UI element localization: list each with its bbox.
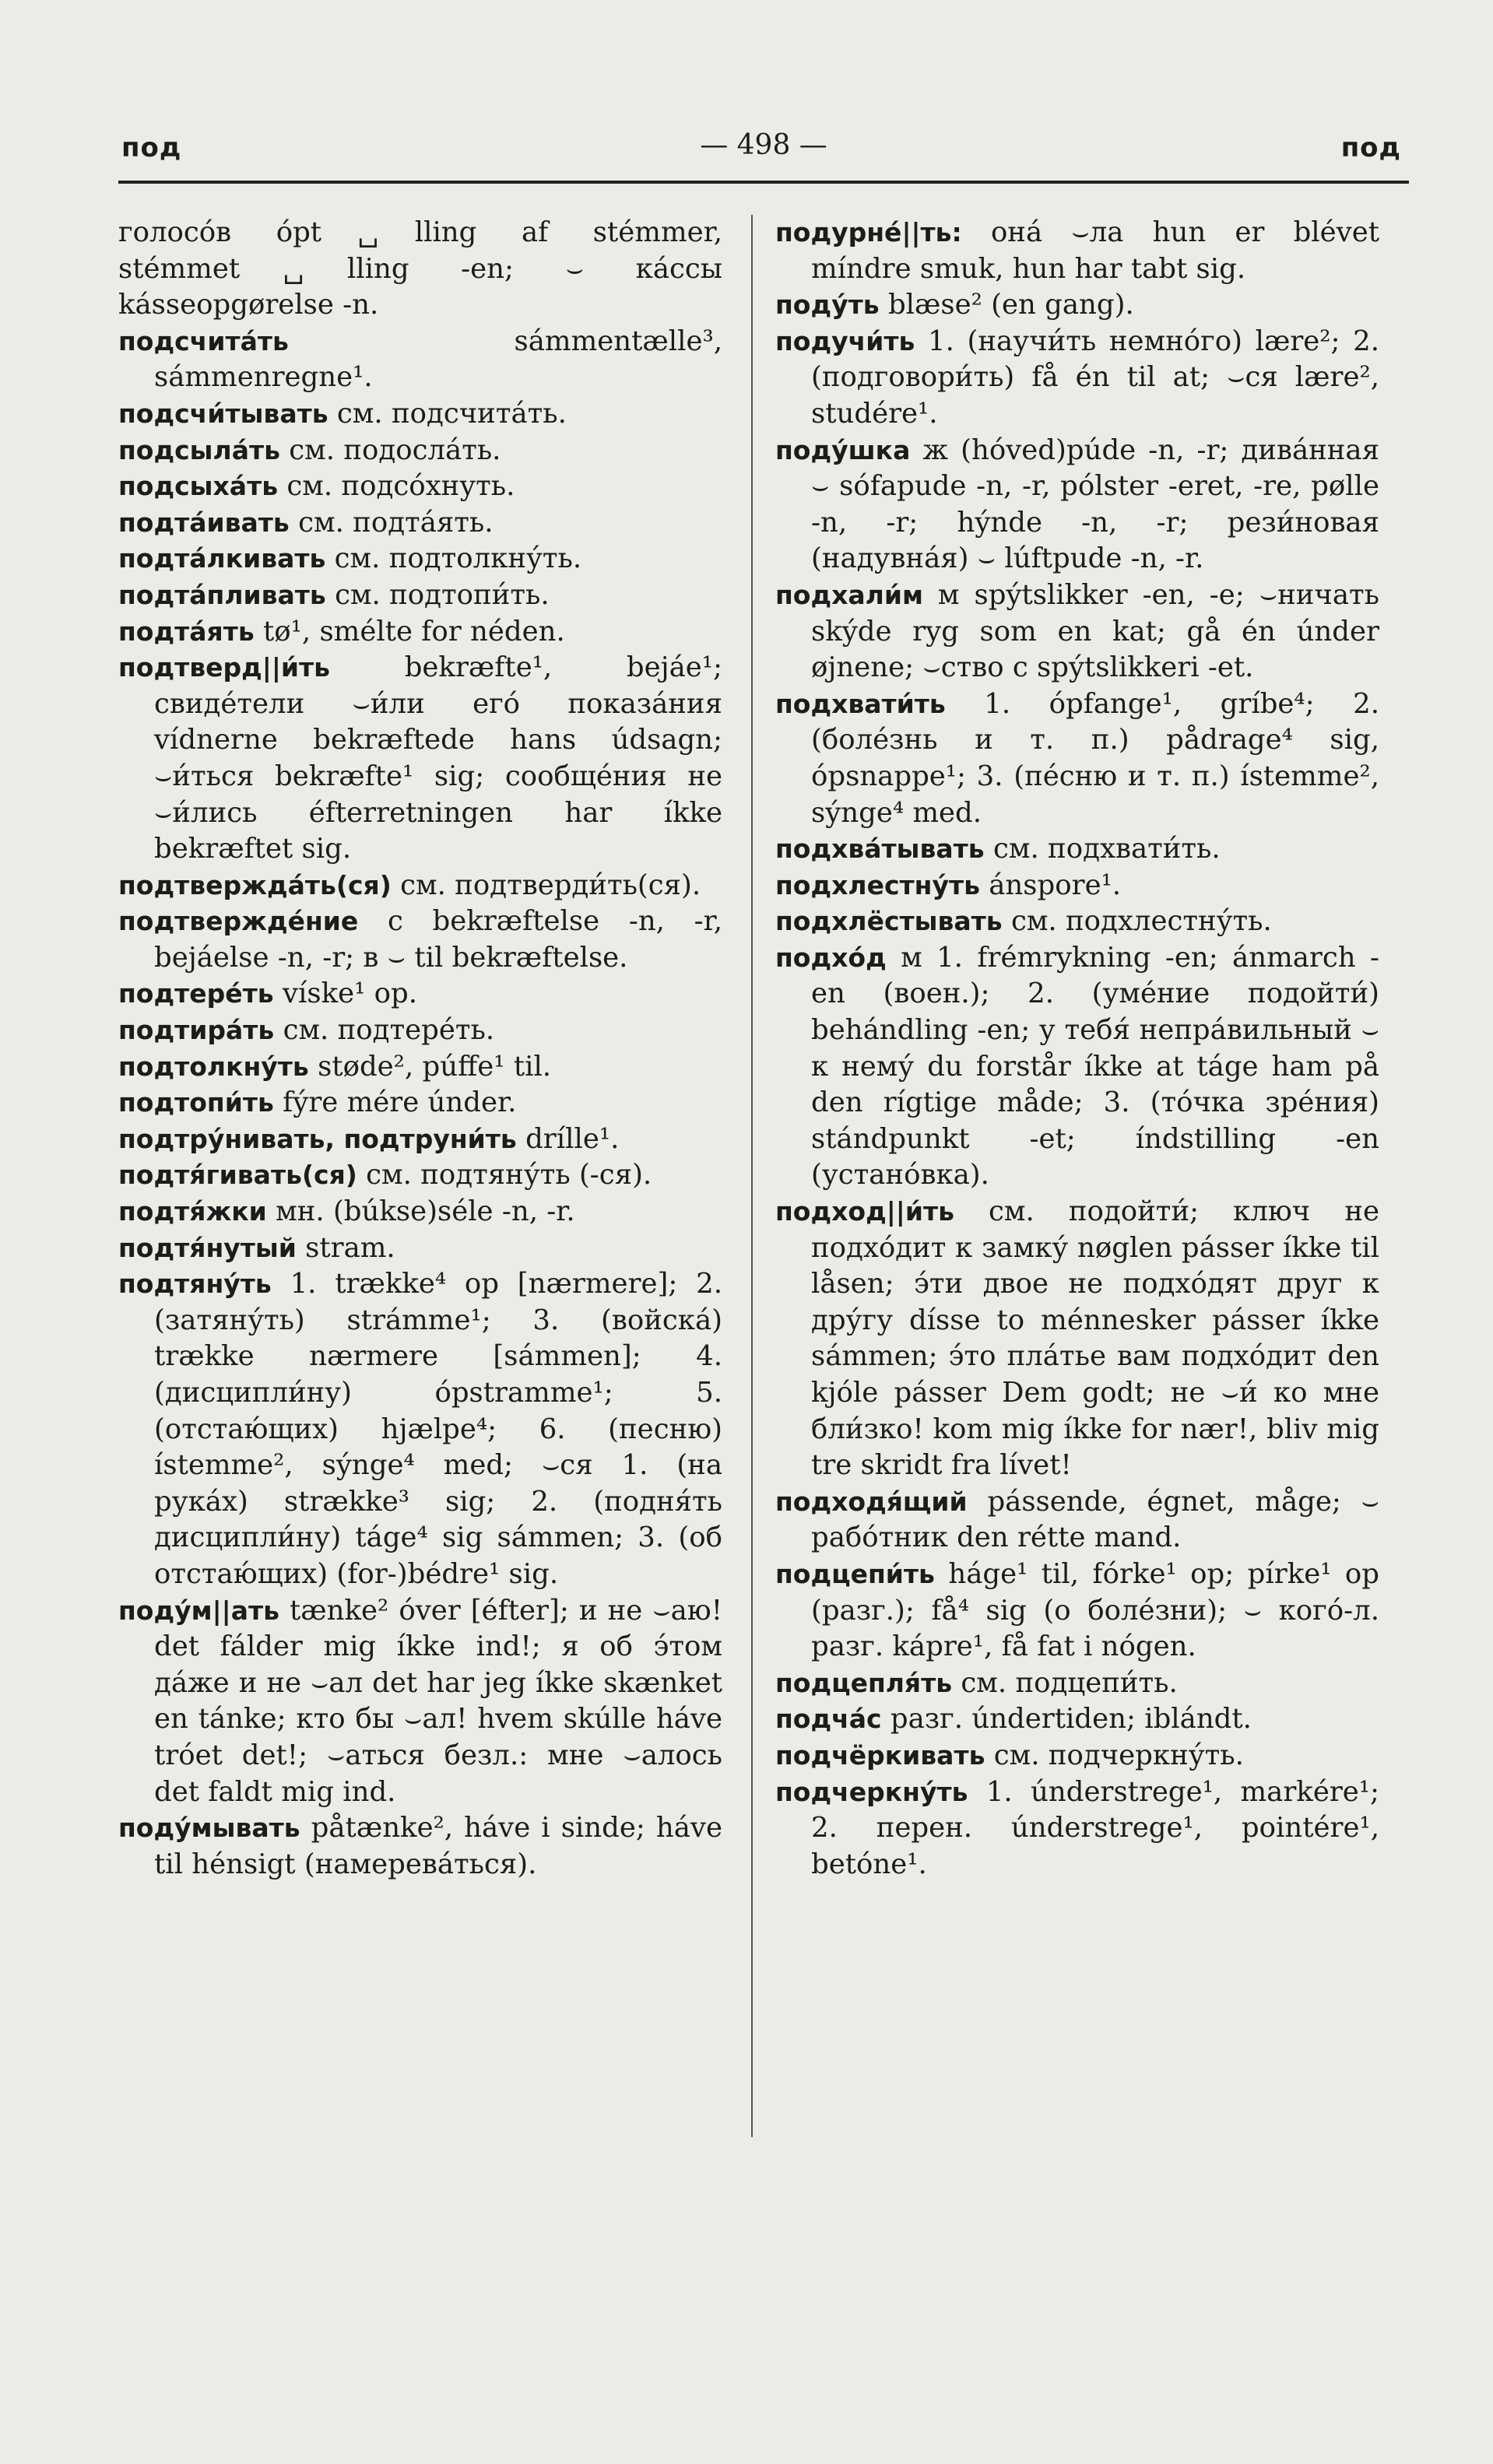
entry-definition: м spýtslikker -en, -e; ⌣ничать skýde ryg som en kat; gå én únder øjnene; ⌣ство с spýtslikkeri -et.: [811, 578, 1379, 684]
entry-headword: подсыла́ть: [118, 434, 280, 465]
header-rule: [118, 181, 1409, 184]
dictionary-entry: [118, 976, 722, 1013]
dictionary-entry: [118, 1013, 722, 1049]
dictionary-entry: [118, 1121, 722, 1158]
entry-headword: подчёркивать: [775, 1739, 985, 1771]
entry-headword: подтопи́ть: [118, 1087, 274, 1118]
entry-definition: она́ ⌣ла hun er blévet míndre smuk, hun har tabt sig.: [811, 216, 1379, 285]
columns: [118, 215, 1409, 1883]
entry-definition: см. подта́ять.: [298, 506, 494, 539]
dictionary-entry: [775, 868, 1379, 904]
dictionary-entry: [118, 577, 722, 614]
dictionary-entry: [118, 614, 722, 651]
entry-headword: подтя́нутый: [118, 1232, 297, 1263]
dictionary-entry: [775, 831, 1379, 868]
running-head-left: под: [121, 132, 182, 163]
right-column: [775, 215, 1379, 1883]
dictionary-entry: [118, 433, 722, 469]
entry-headword: подцепи́ть: [775, 1558, 935, 1589]
entry-definition: см. подцепи́ть.: [961, 1666, 1178, 1699]
entry-definition: 1. trække⁴ op [nærmere]; 2. (затяну́ть) strámme¹; 3. (войска́) trække nærmere [sámmen]; 4. (дисципли́ну) ópstramme¹; 5. (отстаю́щих) hjælpe⁴; 6. (песню) ístemme², sýnge⁴ med; ⌣ся 1. (на рука́х) strække³ sig; 2. (подня́ть дисципли́ну) táge⁴ sig sámmen; 3. (об отстаю́щих) (for-)bédre¹ sig.: [154, 1268, 722, 1590]
dictionary-entry: [775, 577, 1379, 686]
entry-definition: 1. ópfange¹, gríbe⁴; 2. (боле́знь и т. п.) pådrage⁴ sig, ópsnappe¹; 3. (пе́сню и т. п.) ístemme², sýnge⁴ med.: [811, 687, 1379, 829]
entry-definition: см. подхлестну́ть.: [1010, 905, 1272, 938]
dictionary-entry: [118, 1157, 722, 1194]
dictionary-entry: [118, 868, 722, 904]
dictionary-entry: [775, 287, 1379, 324]
entry-headword: подхлёстывать: [775, 906, 1003, 937]
entry-definition: мн. (búkse)séle -n, -r.: [276, 1195, 575, 1228]
entry-definition: см. подтопи́ть.: [335, 578, 550, 611]
entry-headword: подтверд||и́ть: [118, 652, 331, 683]
entry-definition: см. подтолкну́ть.: [334, 542, 582, 575]
entry-headword: поду́м||ать: [118, 1595, 279, 1626]
entry-headword: подхва́тывать: [775, 834, 985, 865]
entry-definition: tænke² óver [éfter]; и не ⌣аю! det fálder mig íkke ind!; я об э́том да́же и не ⌣ал det har jeg íkke skænket en tánke; кто бы ⌣ал! hvem skúlle háve tróet det!; ⌣аться безл.: мне ⌣алось det faldt mig ind.: [154, 1594, 722, 1808]
dictionary-entry: [775, 940, 1379, 1194]
entry-headword: поду́шка: [775, 434, 911, 465]
entry-headword: поду́мывать: [118, 1813, 300, 1844]
page-number: — 498 —: [700, 129, 827, 161]
entry-definition: см. подсо́хнуть.: [286, 470, 515, 503]
entry-definition: blæse² (en gang).: [887, 289, 1134, 321]
dictionary-entry: [118, 541, 722, 577]
entry-definition: stram.: [305, 1231, 395, 1264]
entry-definition: dríllе¹.: [525, 1122, 620, 1155]
entry-definition: ж (hóved)púde -n, -r; дива́нная ⌣ sófapude -n, -r, pólster -eret, -re, pølle -n, -r; hýnde -n, -r; рези́новая (надувна́я) ⌣ lúftpude -n, -r.: [811, 433, 1379, 575]
entry-definition: с bekræftelse -n, -r, bejáelse -n, -r; в ⌣ til bekræftelse.: [154, 905, 722, 974]
entry-definition: см. подчеркну́ть.: [993, 1739, 1244, 1771]
entry-headword: подтя́жки: [118, 1196, 267, 1227]
entry-headword: подча́с: [775, 1704, 882, 1735]
dictionary-entry: [118, 1810, 722, 1883]
dictionary-entry: [118, 1085, 722, 1121]
dictionary-entry: [775, 433, 1379, 577]
dictionary-entry: [775, 1738, 1379, 1774]
dictionary-entry: [118, 1266, 722, 1592]
dictionary-entry: [118, 1194, 722, 1230]
dictionary-entry: [775, 324, 1379, 433]
entry-definition: см. подхвати́ть.: [992, 833, 1221, 865]
entry-headword: подхвати́ть: [775, 688, 946, 719]
entry-definition: sámmentælle³, sámmenregne¹.: [154, 325, 722, 394]
dictionary-entry: [118, 650, 722, 868]
entry-headword: подтя́гивать(ся): [118, 1160, 357, 1191]
entry-headword: подтвержда́ть(ся): [118, 869, 392, 900]
dictionary-entry: [775, 1557, 1379, 1665]
entry-headword: подтяну́ть: [118, 1269, 272, 1300]
entry-headword: подта́ивать: [118, 507, 290, 538]
entry-headword: подсчи́тывать: [118, 398, 328, 429]
entry-headword: поду́ть: [775, 290, 880, 321]
entry-headword: подурне́||ть:: [775, 217, 962, 247]
entry-headword: подхо́д: [775, 942, 887, 973]
entry-headword: подтвержде́ние: [118, 906, 359, 937]
entry-definition: bekræfte¹, bejáe¹; свиде́тели ⌣и́ли его́ показа́ния vídnerne bekræftede hans údsagn; ⌣и́ться bekræfte¹ sig; сообще́ния не ⌣и́лись éfterretningen har íkke bekræftet sig.: [154, 651, 722, 865]
entry-definition: см. подтяну́ть (-ся).: [366, 1159, 652, 1192]
entry-definition: см. подойти́; ключ не подхо́дит к замку́ nøglen pásser íkke til låsen; э́ти двое не подхо́дят друг к дру́гу dísse to ménnesker pásser íkke sámmen; э́то пла́тье вам подхо́дит den kjóle pásser Dem godt; не ⌣и́ ко мне бли́зко! kom mig íkke for nær!, bliv mig tre skridt fra lívet!: [811, 1195, 1379, 1482]
dictionary-entry: [775, 1484, 1379, 1557]
dictionary-entry: [118, 1049, 722, 1086]
entry-headword: подцепля́ть: [775, 1667, 953, 1698]
entry-headword: подтира́ть: [118, 1015, 275, 1046]
entry-headword: подта́ять: [118, 616, 255, 647]
entry-headword: подчеркну́ть: [775, 1776, 968, 1807]
dictionary-entry: [118, 505, 722, 542]
entry-headword: подтолкну́ть: [118, 1051, 309, 1082]
entry-definition: støde², púffe¹ til.: [318, 1050, 552, 1083]
entry-definition: víske¹ op.: [282, 978, 417, 1010]
entry-definition: ánspore¹.: [989, 869, 1122, 901]
entry-headword: подта́пливать: [118, 579, 326, 610]
dictionary-entry: [118, 324, 722, 396]
dictionary-entry: [775, 904, 1379, 940]
entry-definition: pássende, égnet, måge; ⌣ рабо́тник den rétte mand.: [811, 1485, 1379, 1554]
entry-headword: подта́лкивать: [118, 543, 326, 574]
entry-definition: голосо́в ópt␣lling af stémmer, stémmet␣lling -en; ⌣ ка́ссы kásseopgørelse -n.: [118, 216, 722, 321]
entry-headword: подхлестну́ть: [775, 869, 980, 900]
dictionary-entry: [118, 469, 722, 505]
dictionary-entry: [775, 215, 1379, 287]
entry-headword: подходя́щий: [775, 1486, 968, 1517]
dictionary-entry: [118, 904, 722, 976]
entry-definition: 1. (научи́ть немно́го) lære²; 2. (подговори́ть) få én til at; ⌣ся lære², studére¹.: [811, 325, 1379, 430]
entry-definition: påtænke², háve i sinde; háve til hénsigt (намерева́ться).: [154, 1812, 722, 1880]
entry-definition: tø¹, smélte for néden.: [263, 615, 565, 648]
dictionary-entry: [118, 396, 722, 433]
entry-headword: подсчита́ть: [118, 325, 289, 356]
entry-headword: подучи́ть: [775, 325, 915, 356]
entry-definition: разг. úndertiden; iblándt.: [890, 1703, 1252, 1736]
entry-headword: подсыха́ть: [118, 471, 279, 502]
dictionary-entry: [775, 1665, 1379, 1702]
running-head-right: под: [1340, 132, 1401, 163]
entry-definition: см. подсчита́ть.: [336, 397, 567, 430]
entry-definition: háge¹ til, fórke¹ op; pírke¹ op (разг.); få⁴ sig (о боле́зни); ⌣ кого́-л. разг. kápre¹, få fat i nógen.: [811, 1557, 1379, 1663]
entry-headword: подход||и́ть: [775, 1196, 954, 1227]
entry-definition: м 1. frémrykning -en; ánmarch -en (воен.); 2. (уме́ние подойти́) behándling -en; у тебя́ непра́вильный ⌣ к нему́ du forstår íkke at táge ham på den rígtige måde; 3. (то́чка зре́ния) stándpunkt -et; índstilling -en (устано́вка).: [811, 941, 1379, 1192]
entry-definition: 1. únderstrege¹, markére¹; 2. перен. únderstrege¹, pointére¹, betóne¹.: [811, 1775, 1379, 1880]
dictionary-entry: [118, 215, 722, 324]
dictionary-entry: [118, 1593, 722, 1811]
left-column: [118, 215, 722, 1883]
dictionary-entry: [118, 1230, 722, 1267]
entry-definition: см. подосла́ть.: [289, 433, 501, 466]
column-divider: [751, 215, 753, 2137]
dictionary-entry: [775, 1774, 1379, 1883]
dictionary-entry: [775, 686, 1379, 831]
entry-definition: fýre mére únder.: [283, 1086, 517, 1119]
entry-definition: см. подтере́ть.: [283, 1014, 495, 1047]
entry-definition: см. подтверди́ть(ся).: [400, 869, 701, 901]
page-header: [118, 125, 1409, 174]
dictionary-entry: [775, 1194, 1379, 1484]
entry-headword: подхали́м: [775, 579, 923, 610]
dictionary-entry: [775, 1701, 1379, 1738]
entry-headword: подтру́нивать, подтруни́ть: [118, 1123, 517, 1154]
entry-headword: подтере́ть: [118, 978, 274, 1009]
